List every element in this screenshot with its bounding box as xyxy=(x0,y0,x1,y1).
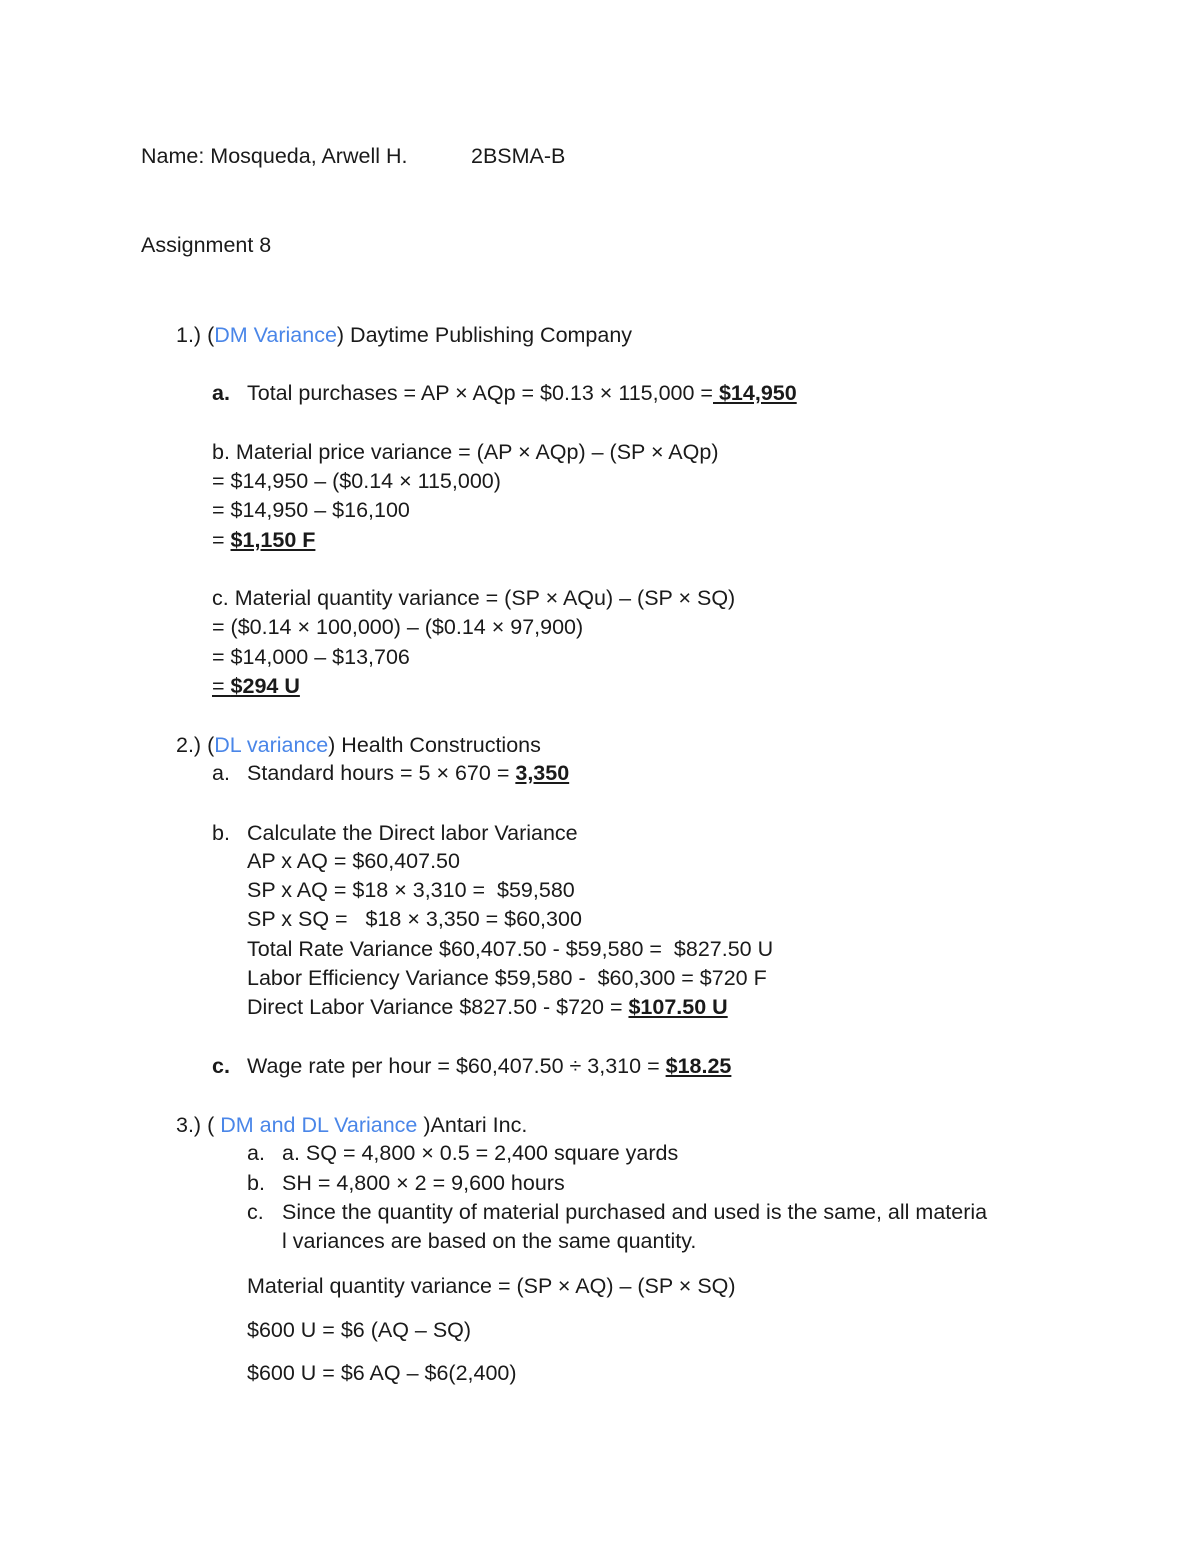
assignment-title: Assignment 8 xyxy=(141,233,272,257)
student-name: Name: Mosqueda, Arwell H. xyxy=(141,144,408,168)
q1-heading xyxy=(176,322,632,348)
q1-company: ) Daytime Publishing Company xyxy=(336,323,633,347)
q3-a-label: a. xyxy=(247,1141,265,1165)
q1-b-line4 xyxy=(212,527,315,553)
student-section: 2BSMA-B xyxy=(471,144,566,168)
q3-line: Material quantity variance = (SP × AQ) – (SP × SQ) xyxy=(247,1274,736,1298)
q1-a-answer: $14,950 xyxy=(713,381,797,405)
q2-c-label: c. xyxy=(212,1054,230,1078)
q2-company: ) Health Constructions xyxy=(328,733,541,757)
q3-line: $600 U = $6 AQ – $6(2,400) xyxy=(247,1361,517,1385)
q2-b-line: Labor Efficiency Variance $59,580 - $60,300 = $720 F xyxy=(247,966,767,990)
q1-number: 1.) ( xyxy=(176,323,215,347)
q1-b-line1: b. Material price variance = (AP × AQp) – (SP × AQp) xyxy=(212,440,719,464)
q1-a-line xyxy=(247,380,797,406)
q2-a-label: a. xyxy=(212,761,230,785)
q1-a-text: Total purchases = AP × AQp = $0.13 × 115,000 = xyxy=(247,381,713,405)
q1-topic: DM Variance xyxy=(214,323,337,347)
q3-b-text: SH = 4,800 × 2 = 9,600 hours xyxy=(282,1171,565,1195)
q3-c-continued: l variances are based on the same quantity. xyxy=(282,1229,697,1253)
q2-b-line: SP x AQ = $18 × 3,310 = $59,580 xyxy=(247,878,575,902)
q2-b-line: AP x AQ = $60,407.50 xyxy=(247,849,460,873)
q2-c-line xyxy=(247,1053,731,1079)
q2-b-line: SP x SQ = $18 × 3,350 = $60,300 xyxy=(247,907,582,931)
q1-b-prefix: = xyxy=(212,528,231,552)
q1-c-line1: c. Material quantity variance = (SP × AQu) – (SP × SQ) xyxy=(212,586,736,610)
q2-b-line: Total Rate Variance $60,407.50 - $59,580 = $827.50 U xyxy=(247,937,774,961)
q3-heading xyxy=(176,1112,527,1138)
q2-number: 2.) ( xyxy=(176,733,215,757)
q1-b-line3: = $14,950 – $16,100 xyxy=(212,498,410,522)
q1-b-answer: $1,150 F xyxy=(230,528,316,552)
q2-a-answer: 3,350 xyxy=(515,761,570,785)
q1-c-line4 xyxy=(212,673,300,699)
q2-c-answer: $18.25 xyxy=(665,1054,732,1078)
q2-b-title: Calculate the Direct labor Variance xyxy=(247,821,578,845)
q1-b-line2: = $14,950 – ($0.14 × 115,000) xyxy=(212,469,501,493)
q2-b-label: b. xyxy=(212,821,230,845)
q1-c-prefix: = xyxy=(212,674,231,698)
q3-number: 3.) ( xyxy=(176,1113,221,1137)
q1-c-line3: = $14,000 – $13,706 xyxy=(212,645,410,669)
q2-a-line xyxy=(247,760,569,786)
q1-a-label: a. xyxy=(212,381,230,405)
q3-topic: DM and DL Variance xyxy=(220,1113,418,1137)
q1-c-answer: $294 U xyxy=(230,674,300,698)
q3-a-text: a. SQ = 4,800 × 0.5 = 2,400 square yards xyxy=(282,1141,679,1165)
q3-company: )Antari Inc. xyxy=(417,1113,528,1137)
q3-c-label: c. xyxy=(247,1200,264,1224)
q2-topic: DL variance xyxy=(214,733,329,757)
q2-a-text: Standard hours = 5 × 670 = xyxy=(247,761,516,785)
q1-c-line2: = ($0.14 × 100,000) – ($0.14 × 97,900) xyxy=(212,615,584,639)
q2-b-last-text: Direct Labor Variance $827.50 - $720 = xyxy=(247,995,629,1019)
q3-b-label: b. xyxy=(247,1171,265,1195)
q2-c-text: Wage rate per hour = $60,407.50 ÷ 3,310 = xyxy=(247,1054,666,1078)
q2-b-last-line xyxy=(247,994,728,1020)
q2-b-answer: $107.50 U xyxy=(628,995,728,1019)
q2-heading xyxy=(176,732,541,758)
q3-line: $600 U = $6 (AQ – SQ) xyxy=(247,1318,472,1342)
q3-c-text: Since the quantity of material purchased and used is the same, all materia xyxy=(282,1200,988,1224)
